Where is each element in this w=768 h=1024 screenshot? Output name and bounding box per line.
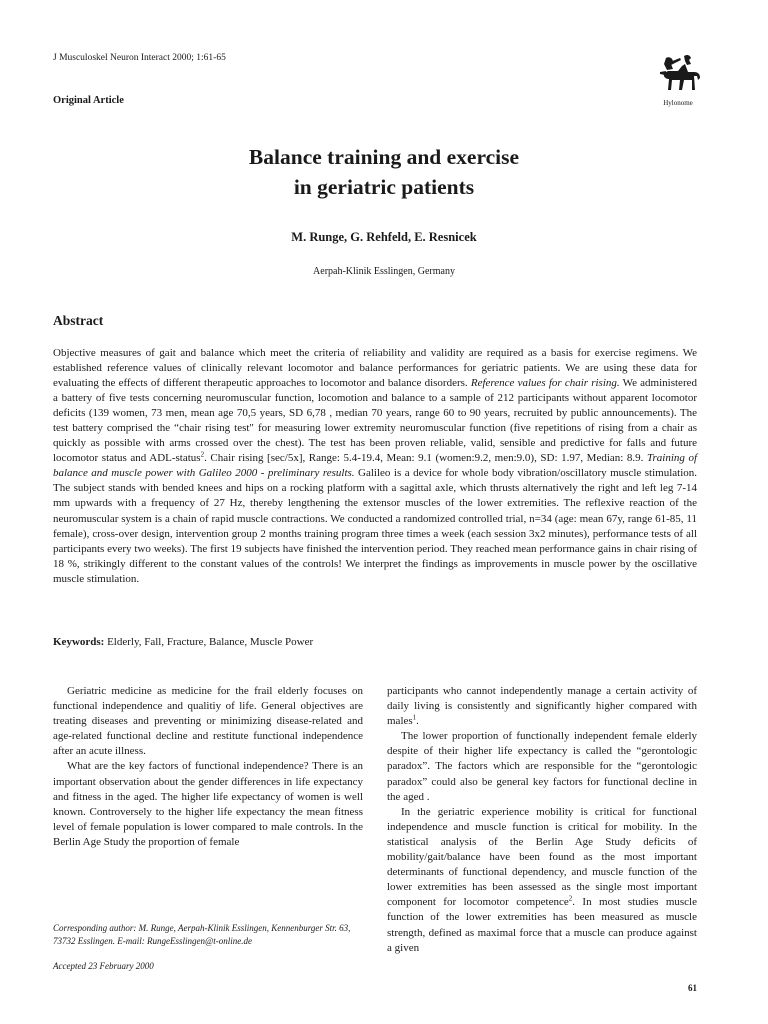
article-type-label: Original Article [53,95,124,106]
body-column-left [53,684,363,850]
keywords-label: Keywords: [53,636,105,648]
author-list: M. Runge, G. Rehfeld, E. Resnicek [291,230,477,244]
title-line-2: in geriatric patients [293,175,475,199]
corresponding-author-note: Corresponding author: M. Runge, Aerpah-Klinik Esslingen, Kennenburger Str. 63, 73732 Esslingen. E-mail: RungeEsslingen@t-online.de [53,923,351,946]
body-paragraph [387,684,697,729]
paragraph-text: . In most studies muscle function of the lower extremities has been measured as muscle strength, defined as maximal force that a muscle can produce against a given [387,896,697,954]
abstract-text-2: We administered a battery of five tests concerning neuromuscular function, locomotion and balance to a sample of 212 participants without apparent locomotor deficits (139 women, 73 men, mean age 70,5 years, SD 6,78 , median 70 years, range 60 to 90 years, recruited by public announcements). The test battery comprised the “chair rising test" for measuring lower extremity neuromuscular function (five repetitions of rising from a chair as quickly as possible with arms crossed over the chest). The test has been proven reliable, valid, sensible and predictive for falls and future locomotor status and ADL-status [53,377,697,465]
logo-caption: Hylonome [663,99,693,107]
abstract-text-1: Objective measures of gait and balance which meet the criteria of reliability and validity are required as a basis for exercise regimens. We established reference values of clinically relevant locomotor and balance performances for geriatric patients. We are using these data for evaluating the effects of different therapeutic approaches to locomotor and balance disorders. [53,347,697,390]
citation-1: 1 [412,713,417,722]
body-paragraph: Geriatric medicine as medicine for the frail elderly focuses on functional independence and qualitiy of life. General objectives are treating diseases and preventing or minimizing disease-related and age-related functional decline and restitute functional independence after an acute illness. [53,685,363,758]
abstract-heading: Abstract [53,313,104,328]
page-number: 61 [688,983,697,993]
journal-citation: J Musculoskel Neuron Interact 2000; 1:61-65 [53,53,226,63]
publisher-logo [646,52,710,107]
title-line-1: Balance training and exercise [248,145,520,169]
keywords-list: Elderly, Fall, Fracture, Balance, Muscle Power [104,636,314,648]
body-column-right [387,684,697,956]
abstract-text-3: . Chair rising [sec/5x], Range: 5.4-19.4, Mean: 9.1 (women:9.2, men:9.0), SD: 1.97, Median: 8.9. [204,452,647,465]
citation-2: 2 [200,450,205,459]
body-paragraph: What are the key factors of functional independence? There is an important observation about the gender differences in life expectancy and fitness in the aged. The higher life expectancy of women is well known. Controversely to the higher life expectancy the mean fitness level of female population is lower compared to male controls. In the Berlin Age Study the proportion of female [53,760,363,848]
abstract-subheading-galileo: Training of balance and muscle power with Galileo 2000 - preliminary results. [53,452,697,480]
centaur-logo-icon [654,52,702,94]
abstract-body [53,346,697,587]
body-paragraph [387,805,697,956]
paragraph-text: . [416,715,419,728]
affiliation: Aerpah-Klinik Esslingen, Germany [313,266,455,277]
accepted-date: Accepted 23 February 2000 [53,961,154,971]
paragraph-text: participants who cannot independently manage a certain activity of daily living is consistently and significantly higher compared with males [387,685,697,728]
abstract-subheading-chair-rising: Reference values for chair rising. [470,377,620,390]
abstract-text-4: Galileo is a device for whole body vibration/oscillatory muscle stimulation. The subject stands with bended knees and hips on a rocking platform with a sagittal axle, which thrusts alternatively the right and left leg 7-14 mm upwards with a frequency of 27 Hz, thereby lengthening the extensor muscles of the lower extremities. The reflexive reaction of the neuromuscular system is a chain of rapid muscle contractions. We conducted a randomized controlled trial, n=34 (age: mean 67y, range 61-85, 11 female), cross-over design, intervention group 2 months training program three times a week (each session 3x2 minutes), performance tests of all participants every two weeks). The first 19 subjects have finished the intervention period. They reached mean performance gains in chair rising of 18 %, strikingly different to the constant values of the controls! We interpret the findings as improvements in muscle power by the oscillative muscle stimulation. [53,467,698,585]
citation-2: 2 [568,894,573,903]
article-title [0,142,768,202]
body-paragraph: The lower proportion of functionally independent female elderly despite of their higher life expectancy is called the “gerontologic paradox”. The factors which are responsible for the “gerontologic paradox” could also be general key factors for functional decline in the aged . [387,730,697,803]
paragraph-text: In the geriatric experience mobility is critical for functional independence and muscle function is critical for mobility. In the statistical analysis of the Berlin Age Study deficits of mobility/gait/balance have been found as the most important determinants of functional dependency, and muscle function of the lower extremities has been assessed as the single most important component for locomotor competence [387,805,697,909]
keywords [53,636,697,648]
